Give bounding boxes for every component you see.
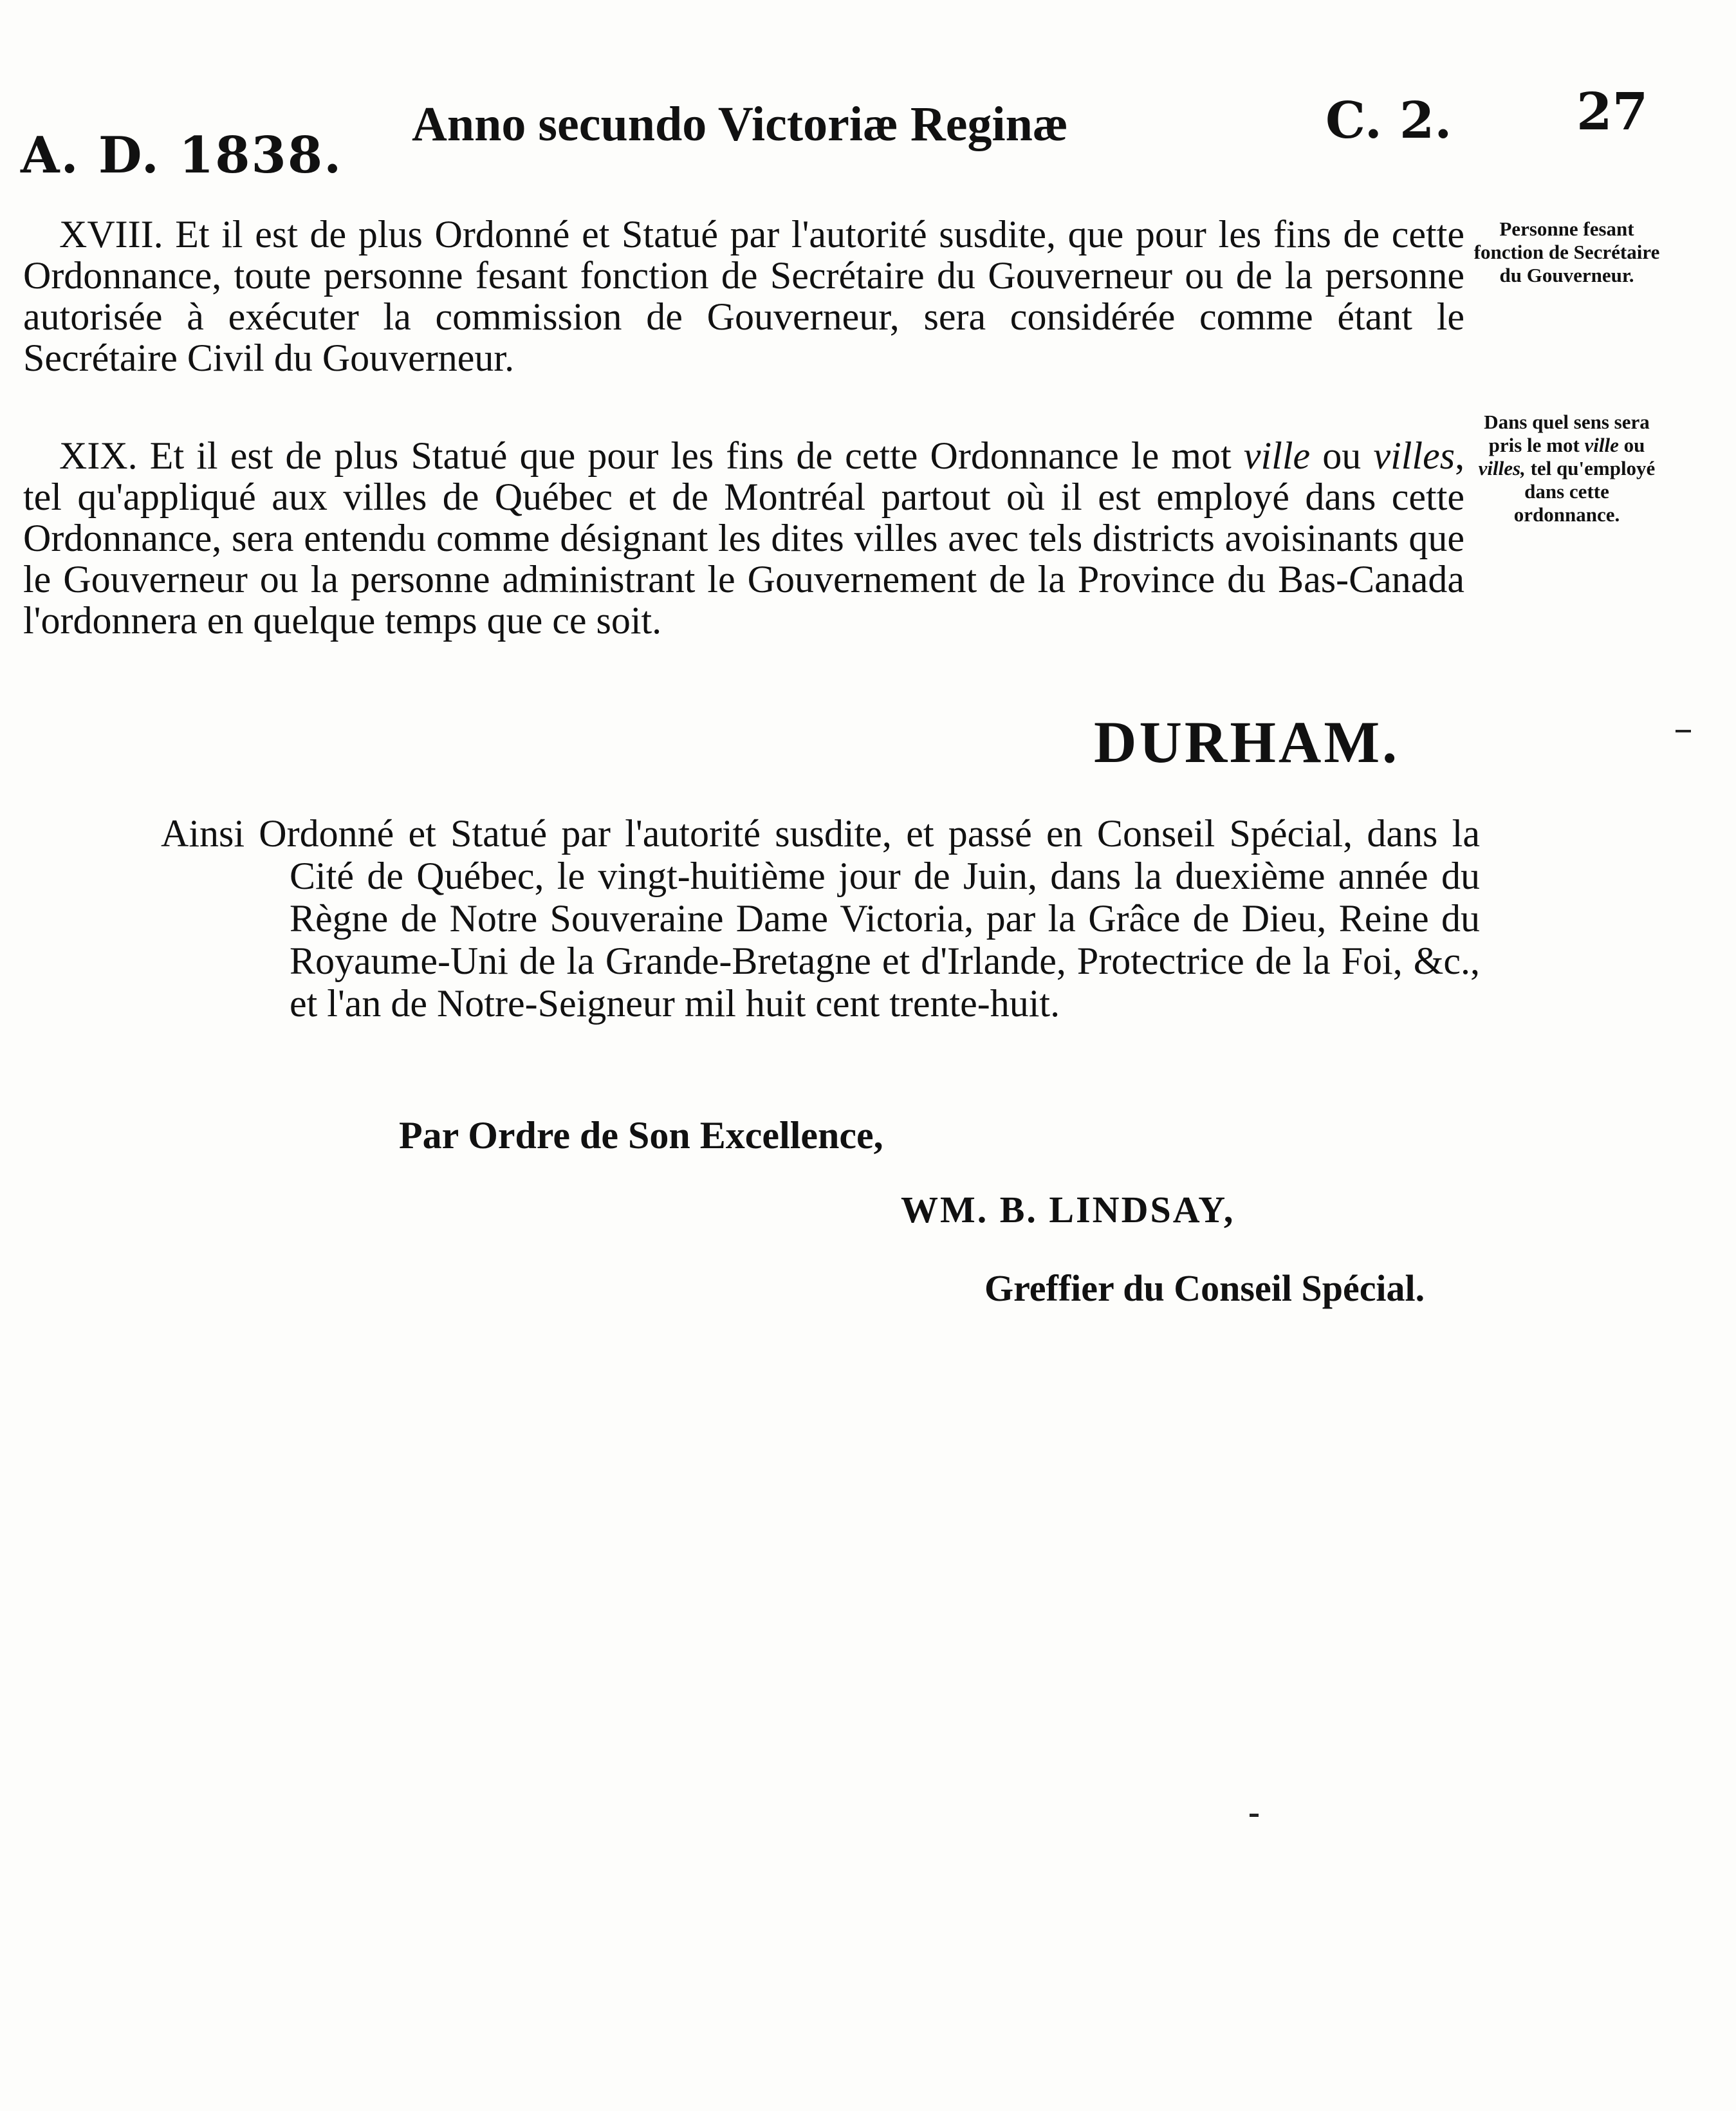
margin-note-term-ville: ville <box>1584 434 1619 456</box>
section-number: XVIII. <box>59 213 163 256</box>
margin-note-villes <box>1473 411 1660 526</box>
header-year: A. D. 1838. <box>21 126 343 185</box>
signature-durham: DURHAM. <box>1094 709 1400 775</box>
by-order-line: Par Ordre de Son Excellence, <box>399 1114 883 1157</box>
section-text: Et il est de plus Statué que pour les fins de cette Ordonnance le mot <box>149 434 1232 477</box>
term-villes: villes <box>1373 434 1455 477</box>
section-xviii <box>23 214 1464 378</box>
term-connector: ou <box>1322 434 1362 477</box>
section-text: Et il est de plus Ordonné et Statué par l'autorité susdite, que pour les fins de cette Ordonnance, toute personne fesant fonction de Secrétaire du Gouverneur ou de la personne autorisée à exécuter la commission de Gouverneur, sera considérée comme étant le Secrétaire Civil du Gouverneur. <box>23 213 1465 379</box>
section-xix <box>23 435 1464 641</box>
section-text-continued: , tel qu'appliqué aux villes de Québec et de Montréal partout où il est employé dans cette Ordonnance, sera entendu comme désignant les dites villes avec tels districts avoisinants que le Gouverneur ou la personne administrant le Gouvernement de la Province du Bas-Canada l'ordonnera en quelque temps que ce soit. <box>23 434 1465 642</box>
margin-note-connector: ou <box>1623 434 1645 456</box>
header-title: Anno secundo Victoriæ Reginæ <box>412 97 1068 151</box>
term-ville: ville <box>1243 434 1311 477</box>
clerk-title: Greffier du Conseil Spécial. <box>984 1267 1425 1309</box>
print-mark <box>1676 730 1691 732</box>
margin-note-text: Dans quel sens sera pris le mot <box>1484 411 1650 456</box>
margin-note-text-continued: tel qu'employé dans cette ordonnance. <box>1513 457 1656 526</box>
section-number: XIX. <box>59 434 138 477</box>
margin-note-term-villes: villes, <box>1478 457 1526 479</box>
header-chapter: C. 2. <box>1325 91 1452 150</box>
page-number: 27 <box>1576 81 1648 142</box>
print-mark <box>1250 1814 1259 1817</box>
margin-note-secretary: Personne fesant fonction de Secrétaire du Gouverneur. <box>1473 218 1660 286</box>
enactment-clause: Ainsi Ordonné et Statué par l'autorité susdite, et passé en Conseil Spécial, dans la Cité de Québec, le vingt-huitième jour de Juin, dans la duexième année du Règne de Notre Souveraine Dame Victoria, par la Grâce de Dieu, Reine du Royaume-Uni de la Grande-Bretagne et d'Irlande, Protectrice de la Foi, &c., et l'an de Notre-Seigneur mil huit cent trente-huit. <box>161 812 1480 1025</box>
clerk-name: WM. B. LINDSAY, <box>901 1189 1235 1231</box>
